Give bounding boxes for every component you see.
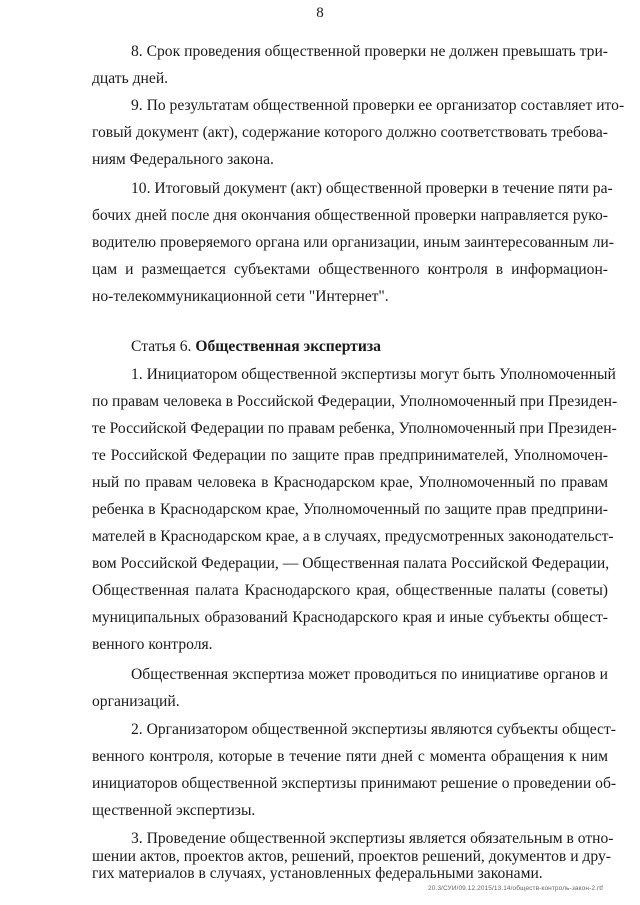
article-6-para-3-line-1: 3. Проведение общественной экспертизы является обязательным в отно-: [131, 830, 614, 847]
paragraph-10-line-1: 10. Итоговый документ (акт) общественной проверки в течение пяти ра-: [131, 180, 613, 197]
article-6-para-1-line-10: муниципальных образований Краснодарского края и иные субъекты общест-: [92, 609, 608, 626]
paragraph-10-line-4: цам и размещается субъектами общественного контроля в информацион-: [92, 261, 608, 278]
article-6-para-3-line-3: гих материалов в случаях, установленных федеральными законами.: [92, 865, 543, 882]
article-6-para-1-line-6: ребенка в Краснодарском крае, Уполномоченный по защите прав предприни-: [92, 501, 608, 518]
paragraph-10-line-3: водителю проверяемого органа или организации, иным заинтересованным ли-: [92, 234, 614, 251]
paragraph-8-line-2: дцать дней.: [92, 70, 169, 87]
article-heading-prefix: Статья 6.: [131, 338, 192, 355]
article-heading: [131, 337, 608, 357]
article-6-para-1-line-2: по правам человека в Российской Федерации, Уполномоченный при Президен-: [92, 393, 618, 410]
article-6-para-3-line-2: шении актов, проектов актов, решений, проектов решений, документов и дру-: [92, 848, 611, 865]
article-6-para-2-line-4: щественной экспертизы.: [92, 802, 256, 819]
article-6-para-2-line-3: инициаторов общественной экспертизы принимают решение о проведении об-: [92, 775, 617, 792]
article-6-para-2-line-2: венного контроля, которые в течение пяти дней с момента обращения к ним: [92, 748, 608, 765]
article-6-para-2-line-1: 2. Организатором общественной экспертизы являются субъекты общест-: [131, 721, 616, 738]
article-6-para-1-line-3: те Российской Федерации по правам ребенка, Уполномоченный при Президен-: [92, 420, 617, 437]
file-path-footer: 20.3/СУИ/09.12.2015/13.14/обществ-контроль-закон-2.rtf: [428, 885, 604, 892]
article-6-para-1-line-11: венного контроля.: [92, 636, 213, 653]
paragraph-8-line-1: 8. Срок проведения общественной проверки не должен превышать три-: [131, 43, 608, 60]
article-6-para-1-line-4: те Российской Федерации по защите прав предпринимателей, Уполномочен-: [92, 447, 608, 464]
article-6-para-1b-line-1: Общественная экспертиза может проводиться по инициативе органов и: [131, 666, 608, 683]
article-heading-title: Общественная экспертиза: [195, 338, 381, 355]
article-6-para-1b-line-2: организаций.: [92, 693, 180, 710]
article-6-para-1-line-7: мателей в Краснодарском крае, а в случаях, предусмотренных законодательст-: [92, 528, 614, 545]
article-6-para-1-line-8: вом Российской Федерации, — Общественная палата Российской Федерации,: [92, 555, 610, 572]
page-number: 8: [316, 5, 324, 21]
paragraph-9-line-1: 9. По результатам общественной проверки ее организатор составляет ито-: [131, 97, 625, 114]
article-6-para-1-line-9: Общественная палата Краснодарского края, общественные палаты (советы): [92, 582, 608, 599]
article-6-para-1-line-1: 1. Инициатором общественной экспертизы могут быть Уполномоченный: [131, 366, 616, 383]
article-6-para-1-line-5: ный по правам человека в Краснодарском крае, Уполномоченный по правам: [92, 474, 608, 491]
paragraph-9-line-2: говый документ (акт), содержание которого должно соответствовать требова-: [92, 124, 608, 141]
paragraph-9-line-3: ниям Федерального закона.: [92, 151, 274, 168]
paragraph-10-line-5: но-телекоммуникационной сети "Интернет".: [92, 288, 389, 305]
paragraph-10-line-2: бочих дней после дня окончания общественной проверки направляется руко-: [92, 207, 608, 224]
